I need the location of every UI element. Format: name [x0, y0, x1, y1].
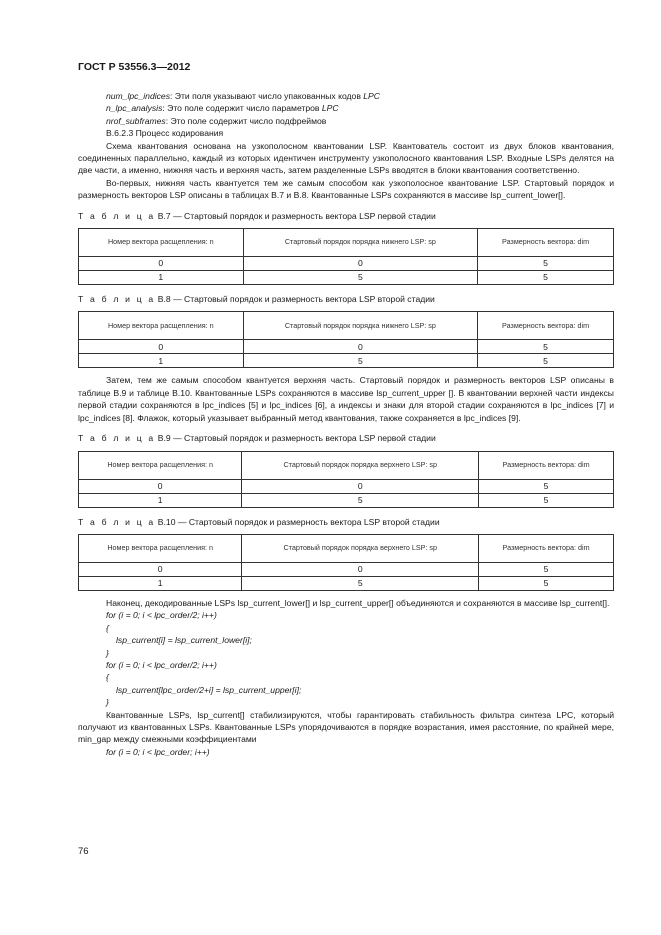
table-header: Номер вектора расщепления: n [79, 534, 242, 562]
table-row: 0 0 5 [79, 562, 614, 576]
table-row: 1 5 5 [79, 493, 614, 507]
definition-tail: LPC [363, 91, 380, 101]
code-line: for (i = 0; i < lpc_order/2; i++) [106, 659, 217, 670]
code-line: lsp_current[i] = lsp_current_lower[i]; [116, 635, 252, 646]
definition-term: n_lpc_analysis [106, 103, 163, 114]
paragraph-5: Квантованные LSPs, lsp_current[] стабилизируются, чтобы гарантировать стабильность фильтра синтеза LPC, который получают из квантованных LSPs. Квантованные LSPs упорядочиваются в порядке возрастания, имея расстояние, по крайней мере, min_gap между смежными коэффициентами [78, 709, 614, 745]
definition-term: nrof_subframes [106, 115, 166, 126]
table-row: 0 0 5 [79, 479, 614, 493]
table-caption-b7: Т а б л и ц а B.7 — Стартовый порядок и размерность вектора LSP первой стадии [78, 210, 436, 221]
code-line: } [106, 697, 109, 708]
table-header: Стартовый порядок порядка верхнего LSP: sp [242, 451, 479, 479]
table-row: 0 0 5 [79, 257, 614, 271]
standard-header: ГОСТ Р 53556.3—2012 [78, 61, 191, 73]
table-header: Номер вектора расщепления: n [79, 312, 244, 340]
table-header: Стартовый порядок порядка верхнего LSP: sp [242, 534, 479, 562]
table-header: Размерность вектора: dim [479, 534, 614, 562]
table-caption-b8: Т а б л и ц а B.8 — Стартовый порядок и размерность вектора LSP второй стадии [78, 294, 435, 305]
table-caption-b10: Т а б л и ц а B.10 — Стартовый порядок и размерность вектора LSP второй стадии [78, 516, 440, 527]
table-header: Номер вектора расщепления: n [79, 229, 244, 257]
table-header: Размерность вектора: dim [478, 229, 614, 257]
code-line: { [106, 622, 109, 633]
table-row: 1 5 5 [79, 576, 614, 590]
definition-text: : Это поле содержит число подфреймов [165, 115, 327, 126]
code-line: } [106, 647, 109, 658]
definition-2 [78, 102, 614, 114]
paragraph-3: Затем, тем же самым способом квантуется верхняя часть. Стартовый порядок и размерность векторов LSP описаны в таблице B.9 и таблице B.10. Квантованные LSPs сохраняются в массиве lsp_current_upper []. В квантовании верхней части индексы первой стадии сохраняются в lpc_indices [5] и lpc_indices [6], а индексы и знаки для второй стадии сохраняются в lpc_indices [7] и lpc_indices [8]. Флажок, который указывает выбранный метод квантования, также сохраняется в lpc_indices [9]. [78, 375, 614, 423]
code-line: for (i = 0; i < lpc_order/2; i++) [106, 610, 217, 621]
definition-text: : Это поле содержит число параметров [162, 103, 322, 114]
code-line: { [106, 672, 109, 683]
table-header: Стартовый порядок порядка нижнего LSP: sp [243, 229, 478, 257]
table-caption-b9: Т а б л и ц а B.9 — Стартовый порядок и размерность вектора LSP первой стадии [78, 433, 436, 444]
table-b8 [78, 311, 614, 368]
table-header: Размерность вектора: dim [478, 312, 614, 340]
table-header: Номер вектора расщепления: n [79, 451, 242, 479]
table-header: Размерность вектора: dim [479, 451, 614, 479]
paragraph-4: Наконец, декодированные LSPs lsp_current_lower[] и lsp_current_upper[] объединяются и сохраняются в массиве lsp_current[]. [106, 597, 610, 608]
definition-3 [78, 115, 614, 127]
definition-1 [78, 90, 614, 102]
definition-text: : Эти поля указывают число упакованных кодов [170, 91, 364, 101]
paragraph-2: Во-первых, нижняя часть квантуется тем же самым способом как узкополосное квантование LSP. Стартовый порядок и размерность векторов LSP описаны в таблицах B.7 и B.8. Квантованные LSPs сохраняются в массиве lsp_current_lower[]. [78, 177, 614, 201]
definition-term: num_lpc_indices [106, 91, 171, 101]
table-b9 [78, 451, 614, 508]
table-b10 [78, 534, 614, 591]
code-line: lsp_current[lpc_order/2+i] = lsp_current_upper[i]; [116, 684, 302, 695]
page-number: 76 [78, 846, 89, 857]
paragraph-1: Схема квантования основана на узкополосном квантовании LSP. Квантователь состоит из двух блоков квантования, соединенных параллельно, каждый из которых идентичен инструменту узкополосного квантования LSP. Входные LSPs делятся на две части, а именно, нижняя часть и верхняя часть, затем разделенные LSPs вводятся в блоки квантования соответственно. [78, 140, 614, 176]
definition-tail: LPC [321, 103, 339, 114]
table-row: 1 5 5 [79, 271, 614, 285]
table-b7 [78, 228, 614, 285]
table-row: 0 0 5 [79, 340, 614, 354]
code-line: for (i = 0; i < lpc_order; i++) [106, 746, 210, 757]
table-header: Стартовый порядок порядка нижнего LSP: sp [243, 312, 478, 340]
section-heading: B.6.2.3 Процесс кодирования [106, 128, 224, 139]
page-content [78, 90, 614, 758]
table-row: 1 5 5 [79, 354, 614, 368]
